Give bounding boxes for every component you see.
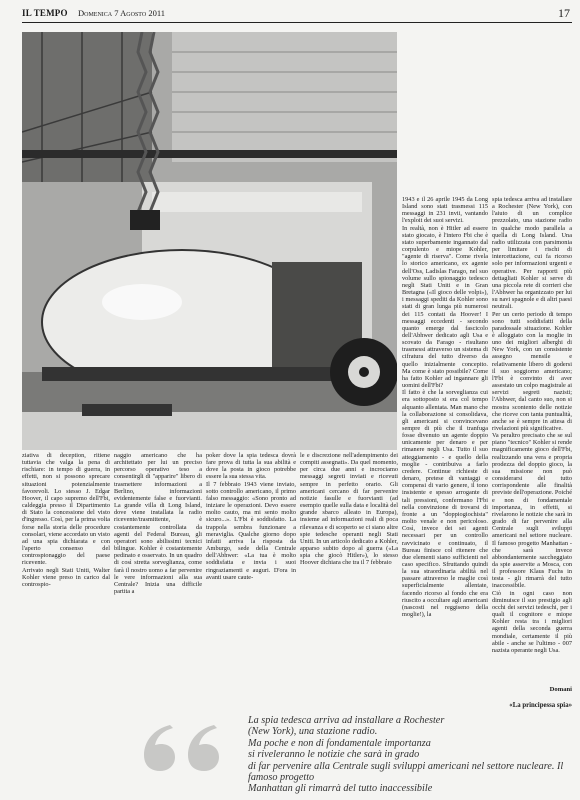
next-article-teaser: «La principessa spia» (509, 702, 572, 709)
article-column-bottom-2: naggio americano che ha architettato per lui un preciso percorso operativo teso a consentirgli di "apparire" libero di trasmettere informazioni a Berlino, informazioni evidentemente false e fuorvianti. La grande villa di Long Island, dove viene installata la radio ricevente/trasmittente, è costantemente controllata da agenti del Federal Bureau, gli operatori sono abilissimi tecnici bilingue. Kohler è costantemente pedinato e osservato. In un quadro di così stretta sorveglianza, come farà il nostro uomo a far pervenire le vere informazioni alla sua Centrale? Inizia una difficile partita a (114, 452, 202, 595)
pull-quote (22, 705, 572, 793)
archival-photo (22, 32, 397, 450)
header-rule (22, 22, 572, 23)
article-column-right-1: 1943 e il 26 aprile 1945 da Long Island sono stati trasmessi 115 messaggi in 231 invii, vantando l'exploit dei suoi servizi. In realtà, non è Hitler ad essere stato giocato, è l'intero Fbi che è stato superbamente ingannato dal corpulento e miope Kohler, "agente di riserva". Come rivela lo storico americano, ex agente dell'Oss, Ladislas Farago, nel suo volume sullo spionaggio tedesco negli Stati Uniti e in Gran Bretagna («Il gioco delle volpi»), i messaggi spediti da Kohler sono stati di gran lunga più numerosi dei 115 contati da Hoover! I messaggi eccedenti - secondo quanto emerge dal fascicolo dell'Abhwer dedicato agli Usa e scovato da Farago - risultano trasmessi attraverso un sistema di cifratura del tutto diverso da quello inizialmente concepito. Ma come è stato possibile? Come ha fatto Kohler ad ingannare gli uomini dell'Fbi? Il fatto è che la sorveglianza cui era sottoposto si era col tempo alquanto allentata. Man mano che la collaborazione si consolidava, gli americani si convincevano sempre di più che il tranfuga fosse divenuto un agente doppio unicamente per denaro e per rimanere negli Usa. Tutto il suo atteggiamento - e quello della moglie - contribuiva a farlo credere. Continue richieste di denaro, pretese di vantaggi e compensi di vario genere, il tono insistente e spesso arrogante di tali pressioni, confermano l'Fbi nella convinzione di trovarsi di fronte a un "doppiogiochista" molto venale e non pericoloso. Così, invece dei sei agenti necessari per un controllo ravvicinato e continuato, il Bureau finisce col ritenere che due elementi siano sufficienti nel caso specifico. Sfruttando quindi la sua straordinaria abilità nel passare attraverso le maglie così superficialmente allentate, facendo ricorso al fondo che era riuscito a occultare agli americani (nascosti nel reggiseno della moglie!), la (402, 196, 488, 619)
article-column-bottom-4: le e discrezione nell'adempimento dei compiti assegnati». Da quel momento, per circa due anni e incrociamo messaggi segreti inviati e ricevuti sempre in perfetto orario. Gli americani cercano di far pervenire notizie fasulle e fuorvianti (ad esempio quelle sulla data e località del grande sbarco alleato in Europa), insieme ad informazioni reali di poca rilevanza e di scoperto se ci siano altre spie tedesche operanti negli Stati Uniti. In un articolo dedicato a Kohler, apparso subito dopo al guerra («La spia che giocò Hitler»), lo stesso Hoover dichiara che tra il 7 febbraio (300, 452, 398, 567)
page-number: 17 (558, 6, 570, 20)
issue-date: Domenica 7 Agosto 2011 (78, 8, 166, 18)
signature-name: Domani (549, 686, 572, 693)
masthead: IL TEMPO (22, 8, 68, 18)
pull-quote-text: La spia tedesca arriva ad installare a Rochester (New York), una stazione radio. Ma poche e non di fondamentale importanza si riveleranno le notizie che sarà in grado di far pervenire alla Centrale sugli sviluppi americani nel settore nucleare. Il famoso progetto Manhattan gli rimarrà del tutto inaccessibile (248, 715, 564, 795)
article-column-bottom-1: ziativa di deception, ritiene tuttavia che valga la pena di rischiare: in tempo di guerra, in effetti, non si possono sprecare situazioni potenzialmente favorevoli. Lo stesso J. Edgar Hoover, il capo supremo dell'Fbi, caldeggia presso il Dipartimento di Stato la concessione del visto d'ingresso. Così, per la prima volta forse nella storia delle procedure consolari, viene accordato un visto ad una spia dichiarata e con l'aperto consenso del controspionaggio del paese ricevente. Arrivato negli Stati Uniti, Walter Kohler viene preso in carico dal controspio- (22, 452, 110, 588)
article-signature (492, 686, 572, 693)
page-header (22, 6, 572, 22)
quote-marks-icon (140, 719, 236, 775)
article-column-right-2: spia tedesca arriva ad installare a Rochester (New York), con l'aiuto di un complice prezzolato, una stazione radio in qualche modo parallela a quella di Long Island. Una radio utilizzata con parsimonia per limitare i rischi di intercettazione, cui fa ricorso solo per informazioni urgenti e operative. Per rapporti più dettagliati Kohler si serve di una piccola rete di corrieri che l'Abhwer ha organizzato per lui su navi spagnole e di altri paesi neutrali. Per un certo periodo di tempo sono tutti soddisfatti della paradossale situazione. Kohler è alloggiato con la moglie in uno dei migliori alberghi di New York, con un consistente assegno mensile e relativamente libero di godersi il suo soggiorno americano; l'Fbi è convinto di aver assestato un colpo magistrale ai servizi segreti nazisti; l'Abhwer, dal canto suo, non si mostra scontento delle notizie che riceve con tanta puntualità, anche se è sempre in attesa di rivelazioni più significative. Va peraltro precisato che se sul piano "tecnico" Kohler si rende magnificamente gioco dell'Fbi, realizzando una vera e propria prodezza del doppio gioco, la sua missione non può considerarsi del tutto corrispondente alle finalità previste dell'operazione. Poiché e non di fondamentale importanza, in effetti, si rivelarono le notizie che sarà in grado di far pervenire alla Centrale sugli sviluppi americani nel settore nucleare. Il famoso progetto Manhattan - che sarà invece abbondantemente saccheggiato da spie asservite a Mosca, con il professore Klaus Fuchs in testa - gli rimarrà del tutto inaccessibile. Ciò in ogni caso non diminuisce il suo prestigio agli occhi dei servizi tedeschi, per i quali il cognitore e miope Kohler resta tra i migliori agenti della seconda guerra mondiale, certamente il più abile - anche se l'ultimo - 007 nazista operante negli Usa. (492, 196, 572, 654)
article-column-bottom-3: poker dove la spia tedesca dovrà fare prova di tutta la sua abilità e dove la posta in gioco potrebbe essere la sua stessa vita. Il 7 febbraio 1943 viene inviato, sotto controllo americano, il primo falso messaggio: «Sono pronto ad iniziare le operazioni. Devo essere molto cauto, ma mi sento molto sicuro...». L'Fbi è soddisfatto. La trappola sembra funzionare a meraviglia. Qualche giorno dopo infatti arriva la risposta da Amburgo, sede della Centrale dell'Abhwer: «La tua è molto soddisfatta e invia i suoi ringraziamenti e auguri. D'ora in avanti usare caute- (206, 452, 296, 581)
